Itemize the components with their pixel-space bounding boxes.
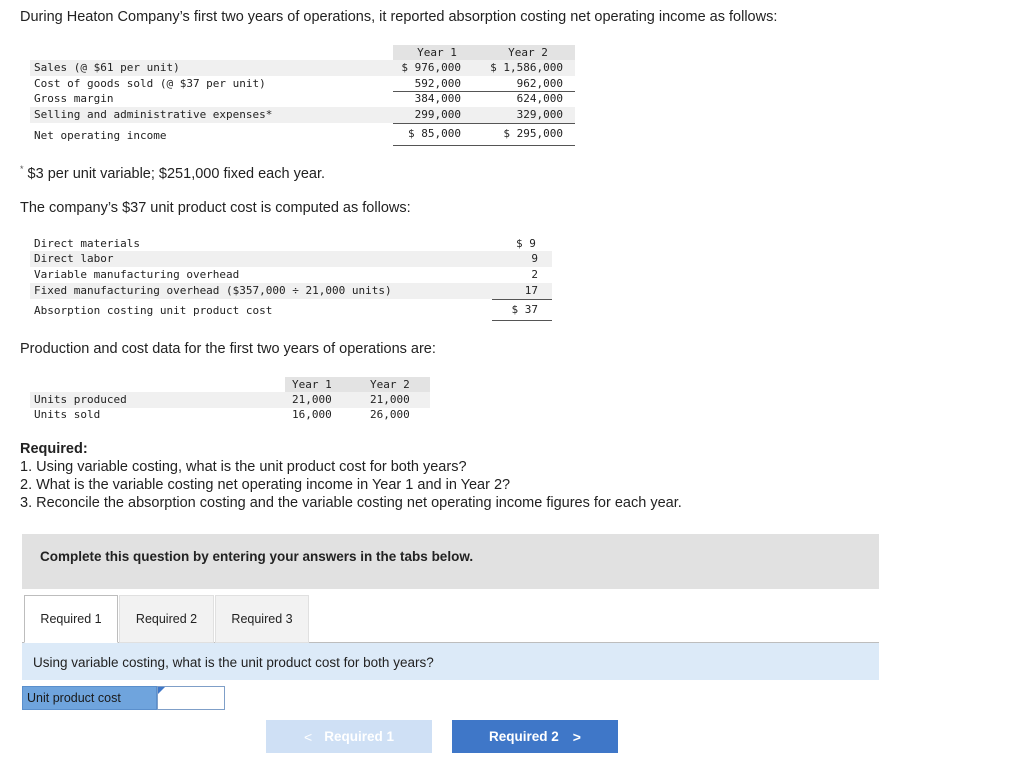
income-row-y1: 299,000 [414,108,461,121]
production-row-label: Units sold [34,408,101,421]
unit-cost-row-value: 2 [531,268,538,281]
income-row-y2: 329,000 [516,108,563,121]
question-text: Using variable costing, what is the unit product cost for both years? [33,655,434,670]
unit-cost-row-value: 9 [531,252,538,265]
unit-cost-row-label: Direct labor [34,252,114,265]
tab-label: Required 2 [135,612,198,626]
tab-required-2[interactable] [119,595,214,643]
question-panel [22,643,879,680]
tab-required-1[interactable] [24,595,118,643]
income-row-y2: 962,000 [516,77,563,90]
production-row-label: Units produced [34,393,127,406]
prev-button-label: Required 1 [324,729,394,744]
intro-text: During Heaton Company’s first two years of operations, it reported absorption costing net operating income as follows: [20,9,778,25]
instruction-banner-text: Complete this question by entering your answers in the tabs below. [40,549,474,564]
required-item: 3. Reconcile the absorption costing and the variable costing net operating income figures for each year. [20,495,682,511]
production-row-y2: 26,000 [370,408,410,421]
income-row-y1: $ 976,000 [401,61,461,74]
production-row-y1: 21,000 [292,393,332,406]
income-row-y1: 384,000 [414,92,461,105]
income-row-y1: $ 85,000 [408,127,461,140]
unit-cost-row-label: Variable manufacturing overhead [34,268,240,281]
unit-cost-row-label: Direct materials [34,237,140,250]
required-title: Required: [20,441,88,457]
tab-label: Required 1 [40,612,102,626]
next-button[interactable] [452,720,618,753]
footnote: * $3 per unit variable; $251,000 fixed each year. [20,164,326,182]
income-row-label: Gross margin [34,92,114,105]
production-row-y2: 21,000 [370,393,410,406]
chevron-right-icon: > [572,728,581,745]
production-intro: Production and cost data for the first two years of operations are: [20,341,436,357]
unit-cost-row-label: Absorption costing unit product cost [34,304,273,317]
production-table [30,377,430,423]
required-item: 2. What is the variable costing net operating income in Year 1 and in Year 2? [20,477,511,493]
unit-cost-row-value: $ 37 [511,303,538,316]
unit-cost-row-value: 17 [524,284,538,297]
unit-cost-intro: The company’s $37 unit product cost is computed as follows: [20,200,411,216]
income-row-y2: $ 1,586,000 [490,61,563,74]
required-item: 1. Using variable costing, what is the unit product cost for both years? [20,459,467,475]
income-row-label: Sales (@ $61 per unit) [34,61,180,74]
income-row-y2: 624,000 [516,92,563,105]
unit-cost-table [30,236,552,322]
next-button-label: Required 2 [489,729,559,744]
income-year1-header: Year 1 [417,46,457,59]
production-row-y1: 16,000 [292,408,332,421]
income-row-label: Cost of goods sold (@ $37 per unit) [34,77,266,90]
chevron-left-icon: < [304,728,313,745]
unit-cost-row-value: $ 9 [516,237,536,250]
unit-product-cost-input[interactable] [157,686,225,710]
income-row-y1: 592,000 [414,77,461,90]
unit-cost-row-label: Fixed manufacturing overhead ($357,000 ÷ 21,000 units) [34,284,392,297]
tab-required-3[interactable] [215,595,309,643]
income-statement-table [30,45,575,146]
income-row-y2: $ 295,000 [503,127,563,140]
tab-label: Required 3 [231,612,293,626]
production-year1-header: Year 1 [292,378,332,391]
prev-button[interactable] [266,720,432,753]
input-corner-marker [158,687,165,694]
income-row-label: Selling and administrative expenses* [34,108,273,121]
income-row-label: Net operating income [34,129,167,142]
instruction-banner [22,534,879,589]
answer-label: Unit product cost [22,686,157,710]
production-year2-header: Year 2 [370,378,410,391]
income-year2-header: Year 2 [508,46,548,59]
